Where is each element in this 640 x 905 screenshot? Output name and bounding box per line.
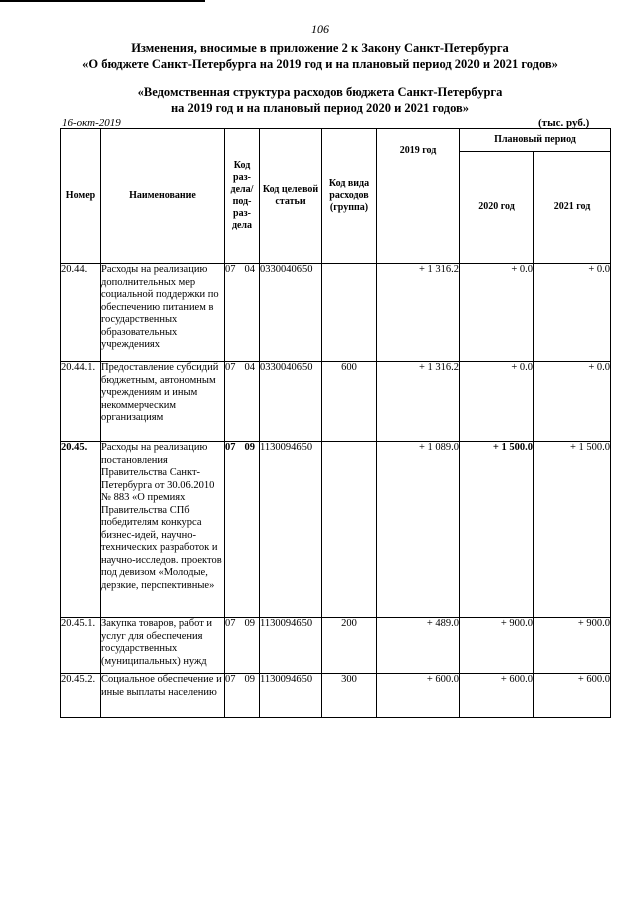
row-number: 20.45.1. <box>61 618 101 674</box>
row-section: 07 04 <box>225 362 260 442</box>
row-number: 20.45.2. <box>61 674 101 718</box>
document-title <box>0 40 640 72</box>
header-planned-period: Плановый период <box>460 129 611 152</box>
row-2019: + 600.0 <box>377 674 460 718</box>
row-section: 07 09 <box>225 674 260 718</box>
header-number: Номер <box>61 129 101 264</box>
row-2020: + 600.0 <box>460 674 534 718</box>
table-row <box>61 442 611 618</box>
row-name: Расходы на реализацию постановления Правительства Санкт-Петербурга от 30.06.2010 № 883 «О премиях Правительства СПб победителям конкурса бизнес-идей, научно-технических разработок и научно-исследов. проектов под девизом «Молодые, дерзкие, перспективные» <box>101 442 225 618</box>
row-expense-type: 600 <box>322 362 377 442</box>
row-target: 1130094650 <box>260 618 322 674</box>
row-section: 07 09 <box>225 442 260 618</box>
header-name: Наименование <box>101 129 225 264</box>
document-subtitle-line: на 2019 год и на плановый период 2020 и 2021 годов» <box>170 101 470 115</box>
row-2020: + 1 500.0 <box>460 442 534 618</box>
row-target: 1130094650 <box>260 674 322 718</box>
row-name: Предоставление субсидий бюджетным, автономным учреждениям и иным некоммерческим организациям <box>101 362 225 442</box>
document-subtitle <box>0 84 640 116</box>
header-2019: 2019 год <box>377 129 460 264</box>
page-number: 106 <box>311 22 329 36</box>
table-row <box>61 264 611 362</box>
row-number: 20.44. <box>61 264 101 362</box>
header-2020: 2020 год <box>460 151 534 263</box>
row-2021: + 0.0 <box>534 362 611 442</box>
units-label: (тыс. руб.) <box>538 117 590 129</box>
table-row <box>61 674 611 718</box>
row-expense-type <box>322 264 377 362</box>
document-title-line: Изменения, вносимые в приложение 2 к Закону Санкт-Петербурга <box>131 41 509 55</box>
row-name: Расходы на реализацию дополнительных мер социальной поддержки по обеспечению питанием в государственных образовательных учреждениях <box>101 264 225 362</box>
row-name: Закупка товаров, работ и услуг для обеспечения государственных (муниципальных) нужд <box>101 618 225 674</box>
row-name: Социальное обеспечение и иные выплаты населению <box>101 674 225 718</box>
table-row <box>61 362 611 442</box>
row-2021: + 600.0 <box>534 674 611 718</box>
row-2019: + 1 316.2 <box>377 264 460 362</box>
row-expense-type: 200 <box>322 618 377 674</box>
row-target: 0330040650 <box>260 362 322 442</box>
row-expense-type: 300 <box>322 674 377 718</box>
row-2021: + 1 500.0 <box>534 442 611 618</box>
row-2020: + 0.0 <box>460 264 534 362</box>
budget-table <box>60 128 611 718</box>
row-number: 20.45. <box>61 442 101 618</box>
document-subtitle-line: «Ведомственная структура расходов бюджета Санкт-Петербурга <box>137 85 503 99</box>
row-2021: + 900.0 <box>534 618 611 674</box>
header-2021: 2021 год <box>534 151 611 263</box>
header-expense-type: Код вида расходов (группа) <box>322 129 377 264</box>
table-row <box>61 618 611 674</box>
row-expense-type <box>322 442 377 618</box>
row-2020: + 900.0 <box>460 618 534 674</box>
header-section: Код раз-дела/ под-раз-дела <box>225 129 260 264</box>
top-rule <box>0 0 205 2</box>
row-target: 1130094650 <box>260 442 322 618</box>
row-2020: + 0.0 <box>460 362 534 442</box>
row-2021: + 0.0 <box>534 264 611 362</box>
row-2019: + 1 316.2 <box>377 362 460 442</box>
row-2019: + 1 089.0 <box>377 442 460 618</box>
row-target: 0330040650 <box>260 264 322 362</box>
row-number: 20.44.1. <box>61 362 101 442</box>
document-date: 16-окт-2019 <box>62 117 121 129</box>
document-title-line: «О бюджете Санкт-Петербурга на 2019 год и на плановый период 2020 и 2021 годов» <box>82 57 558 71</box>
row-section: 07 09 <box>225 618 260 674</box>
row-section: 07 04 <box>225 264 260 362</box>
header-target: Код целевой статьи <box>260 129 322 264</box>
row-2019: + 489.0 <box>377 618 460 674</box>
